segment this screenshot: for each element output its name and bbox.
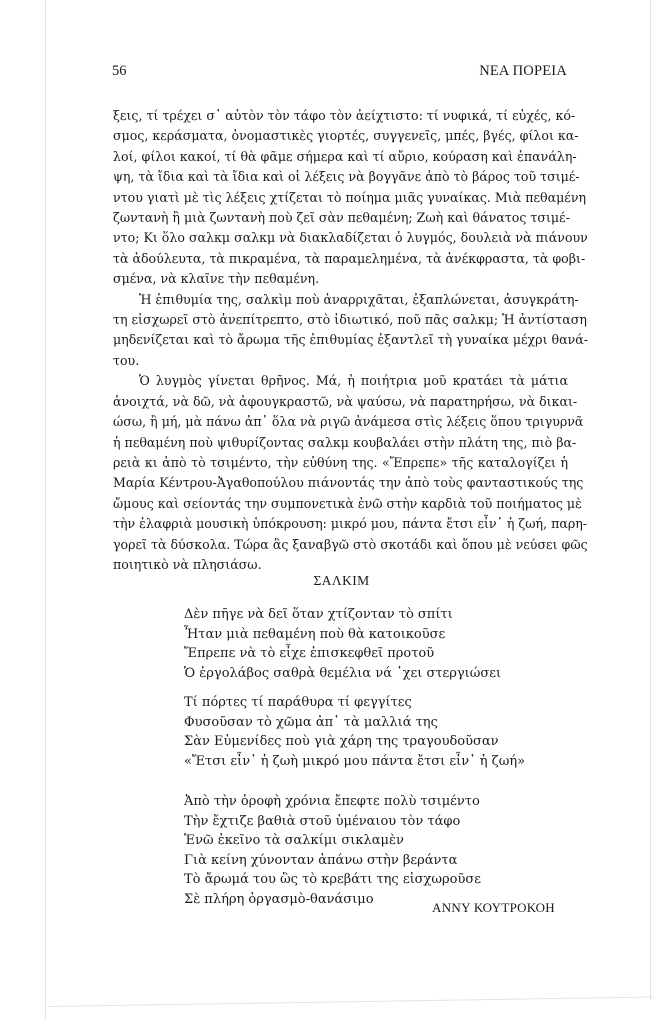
poem-stanza-1 xyxy=(184,605,501,683)
text-line: γορεῖ τὰ δύσκολα. Τώρα ἂς ξαναβγῶ στὸ σκοτάδι καὶ ὅπου μὲ νεύσει φῶς xyxy=(113,536,588,552)
poem-verse: Τί πόρτες τί παράθυρα τί φεγγίτες xyxy=(184,695,412,710)
page-edge-left xyxy=(45,0,46,1020)
poem-verse: Γιὰ κείνη χύνονταν ἀπάνω στὴν βεράντα xyxy=(184,852,458,868)
poem-verse: Ἐνῶ ἐκεῖνο τὰ σαλκίμι σικλαμὲν xyxy=(184,833,404,849)
journal-title: ΝΕΑ ΠΟΡΕΙΑ xyxy=(479,63,567,79)
poem-verse: Ἦταν μιὰ πεθαμένη ποὺ θὰ κατοικοῦσε xyxy=(184,626,446,642)
text-line: Ὁ λυγμὸς γίνεται θρῆνος. Μά, ἡ ποιήτρια μοῦ κρατάει τὰ μάτια xyxy=(139,373,568,389)
text-line: λοί, φίλοι κακοί, τί θὰ φᾶμε σήμερα καὶ τί αὔριο, κούραση καὶ ἐπανάλη- xyxy=(113,148,577,164)
text-line: ἡ πεθαμένη ποὺ ψιθυρίζοντας σαλκμ κουβαλάει στὴν πλάτη της, πιὸ βα- xyxy=(113,434,577,450)
text-line: ώσω, ἢ μή, μὰ πάνω ἀπ᾽ ὅλα νὰ ριγῶ ἀνάμεσα στὶς λέξεις ὅπου τριγυρνᾶ xyxy=(113,414,584,430)
paragraph-2 xyxy=(113,290,589,372)
text-line: ρειὰ κι ἀπὸ τὸ τσιμέντο, τὴν εὐθύνη της. «Ἔπρεπε» τῆς καταλογίζει ἡ xyxy=(113,454,568,470)
text-line: ὤμους καὶ σείοντάς την συμπονετικὰ ἐνῶ στὴν καρδιὰ τοῦ ποιήματος μὲ xyxy=(113,495,582,511)
running-head xyxy=(112,63,567,83)
paragraph-1 xyxy=(113,106,588,290)
text-line: ἀνοιχτά, νὰ δῶ, νὰ ἀφουγκραστῶ, νὰ ψαύσω, νὰ παρατηρήσω, νὰ δικαι- xyxy=(113,393,578,409)
text-line: τη εἰσχωρεῖ στὸ ἀνεπίτρεπτο, στὸ ἰδιωτικό, ποῦ πᾶς σαλκμ; Ἡ ἀντίσταση xyxy=(113,312,587,328)
poem-verse: Δὲν πῆγε νὰ δεῖ ὅταν χτίζονταν τὸ σπίτι xyxy=(184,607,453,622)
essay-body xyxy=(113,106,589,575)
text-line: σμένα, νὰ κλαῖνε τὴν πεθαμένη. xyxy=(113,271,320,287)
page-edge-right xyxy=(650,0,651,1000)
poem-stanza-2 xyxy=(184,693,525,771)
poem-verse: Ἔπρεπε νὰ τὸ εἶχε ἐπισκεφθεῖ προτοῦ xyxy=(184,646,435,662)
poem-stanza-3 xyxy=(184,792,481,910)
text-line: τὰ ἀδούλευτα, τὰ πικραμένα, τὰ παραμελημένα, τὰ ἀνέκφραστα, τὰ φοβι- xyxy=(113,250,586,266)
text-line: ντου γιατὶ μὲ τὶς λέξεις χτίζεται τὸ ποίημα μιᾶς γυναίκας. Μιὰ πεθαμένη xyxy=(113,189,587,205)
text-line: Μαρία Κέντρου-Ἀγαθοπούλου πιάνοντάς την ἀπὸ τοὺς φανταστικούς της xyxy=(113,475,584,491)
paragraph-3 xyxy=(113,371,588,575)
text-line: ποιητικὸ νὰ πλησιάσω. xyxy=(113,556,262,572)
page-number: 56 xyxy=(112,63,127,79)
page-edge-bottom xyxy=(48,996,653,1007)
poem-verse: Ὁ ἐργολάβος σαθρὰ θεμέλια νά ᾽χει στεργιώσει xyxy=(184,665,502,681)
text-line: ψη, τὰ ἴδια καὶ τὰ ἴδια καὶ οἱ λέξεις νὰ βογγᾶνε ἀπὸ τὸ βάρος τοῦ τσιμέ- xyxy=(113,169,580,185)
poem-verse: Τὴν ἔχτιζε βαθιὰ στοῦ ὑμέναιου τὸν τάφο xyxy=(184,813,461,829)
poem-author: ΑΝΝΥ ΚΟΥΤΡΟΚΟΗ xyxy=(432,900,555,915)
text-line: τὴν ἐλαφριὰ μουσικὴ ὑπόκρουση: μικρό μου, πάντα ἔτσι εἶν᾽ ἡ ζωή, παρη- xyxy=(113,516,588,532)
text-line: μηδενίζεται καὶ τὸ ἄρωμα τῆς ἐπιθυμίας ἐξαντλεῖ τὴ γυναίκα μέχρι θανά- xyxy=(113,332,589,348)
text-line: σμος, κεράσματα, ὀνομαστικὲς γιορτές, συγγενεῖς, μπές, βγές, φίλοι κα- xyxy=(113,128,579,144)
text-line: ντο; Κι ὅλο σαλκμ σαλκμ νὰ διακλαδίζεται ὁ λυγμός, δουλειὰ νὰ πιάνουν xyxy=(113,230,588,246)
text-line: του. xyxy=(113,352,140,368)
text-line: ζωντανὴ ἢ μιὰ ζωντανὴ ποὺ ζεῖ σὰν πεθαμένη; Ζωὴ καὶ θάνατος τσιμέ- xyxy=(113,210,570,226)
text-line: Ἡ ἐπιθυμία της, σαλκὶμ ποὺ ἀναρριχᾶται, ἐξαπλώνεται, ἀσυγκράτη- xyxy=(139,291,579,307)
poem-verse: Φυσοῦσαν τὸ χῶμα ἀπ᾽ τὰ μαλλιά της xyxy=(184,714,438,730)
poem-verse: Σὰν Εὐμενίδες ποὺ γιὰ χάρη της τραγουδοῦσαν xyxy=(184,734,499,750)
poem-verse: Ἀπὸ τὴν ὀροφὴ χρόνια ἔπεφτε πολὺ τσιμέντο xyxy=(184,794,480,809)
poem-verse: Σὲ πλήρη ὀργασμὸ-θανάσιμο xyxy=(184,891,374,907)
poem-verse: Τὸ ἄρωμά του ὣς τὸ κρεβάτι της εἰσχωροῦσε xyxy=(184,872,482,888)
poem-title: ΣΑΛΚΙΜ xyxy=(313,573,370,588)
poem-verse: «Ἔτσι εἶν᾽ ἡ ζωὴ μικρό μου πάντα ἔτσι εἶν᾽ ἡ ζωή» xyxy=(184,753,526,769)
text-line: ξεις, τί τρέχει σ᾽ αὐτὸν τὸν τάφο τὸν ἀείχτιστο: τί νυφικά, τί εὐχές, κό- xyxy=(113,108,576,123)
